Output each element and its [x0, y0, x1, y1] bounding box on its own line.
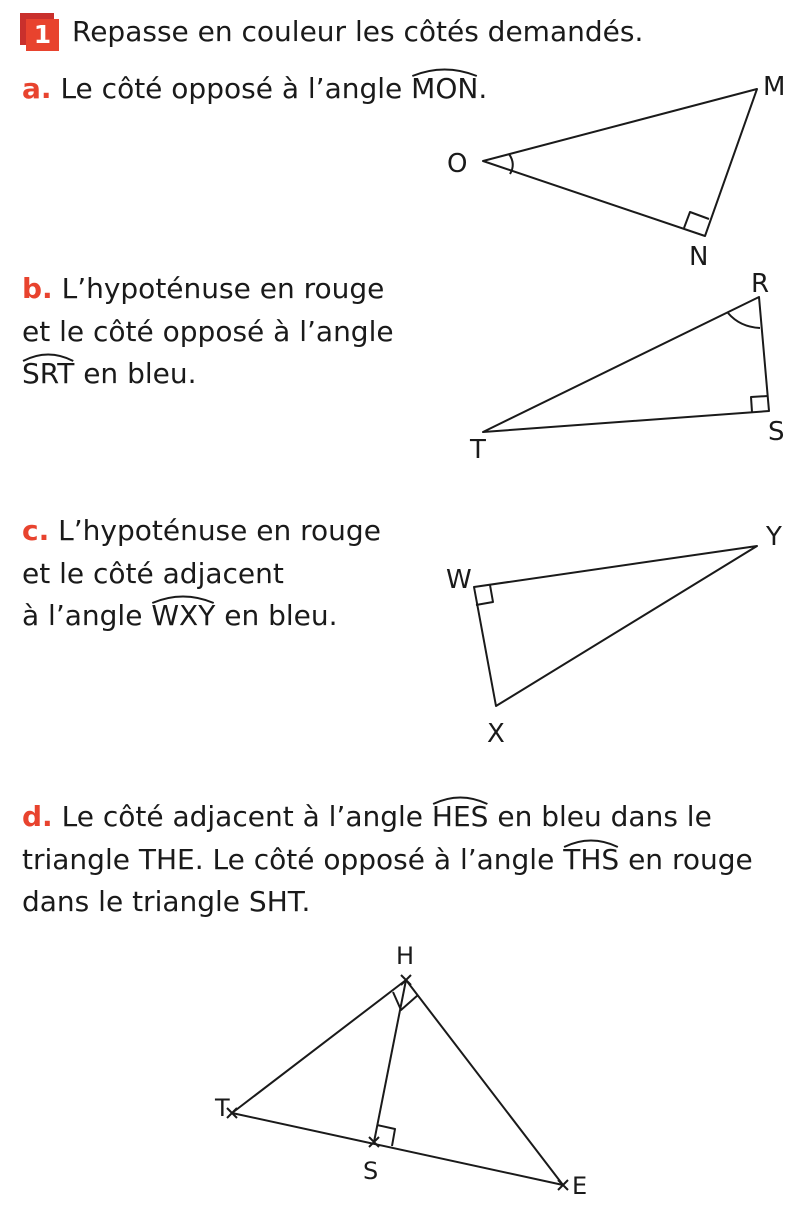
triangle-the	[227, 975, 568, 1190]
item-b-angle-name: SRT	[22, 357, 75, 390]
item-c-text-after: en bleu.	[224, 599, 338, 632]
point-label-x: X	[487, 719, 505, 749]
segment-hs	[374, 980, 406, 1142]
item-d-line-3: dans le triangle SHT.	[22, 885, 311, 918]
item-b-line1-text: L’hypoténuse en rouge	[61, 272, 385, 305]
point-label-h-d: H	[396, 942, 415, 970]
item-a-angle-name: MON	[411, 72, 479, 105]
item-d-line1-after: en bleu dans le	[497, 800, 712, 833]
right-angle-s-marker	[751, 396, 768, 412]
item-d-line2-before: triangle THE. Le côté opposé à l’angle	[22, 842, 555, 876]
right-angle-w-marker	[476, 585, 493, 605]
item-d-line2-after: en rouge	[628, 842, 753, 876]
triangle-mon	[483, 89, 757, 236]
item-d-angle-2-name: THS	[563, 842, 620, 876]
item-c-line3-before: à l’angle	[22, 599, 143, 632]
item-a-label: a.	[22, 72, 52, 105]
item-b-text-after: en bleu.	[83, 357, 197, 390]
triangle-rst	[483, 297, 769, 432]
point-label-t: T	[470, 435, 486, 465]
item-c-line1-text: L’hypoténuse en rouge	[58, 514, 381, 547]
right-angle-n-marker	[684, 212, 709, 228]
exercise-number: 1	[26, 19, 59, 51]
item-d-line1-before: Le côté adjacent à l’angle	[61, 800, 423, 833]
item-a-text-after: .	[478, 72, 488, 105]
point-label-n: N	[689, 242, 709, 272]
point-label-t-d: T	[215, 1094, 230, 1122]
item-a-text-before: Le côté opposé à l’angle	[60, 72, 403, 105]
point-label-e-d: E	[572, 1172, 588, 1200]
point-label-m: M	[763, 72, 786, 102]
item-c-angle-name: WXY	[151, 599, 216, 632]
item-d-angle-1-name: HES	[431, 800, 489, 833]
triangle-wxy	[474, 546, 757, 706]
right-angle-s-marker-d	[377, 1125, 395, 1146]
item-b-label: b.	[22, 272, 53, 305]
item-d-label: d.	[22, 800, 53, 833]
triangle-the-outline	[232, 980, 563, 1185]
point-label-w: W	[446, 565, 472, 595]
exercise-instruction: Repasse en couleur les côtés demandés.	[72, 15, 644, 48]
point-label-y: Y	[766, 522, 782, 552]
point-label-s-d: S	[363, 1157, 379, 1185]
point-label-r: R	[751, 269, 770, 299]
angle-r-arc	[728, 313, 760, 328]
right-angle-h-marker	[393, 992, 418, 1010]
triangle-mon-outline	[483, 89, 757, 236]
item-c-label: c.	[22, 514, 50, 547]
point-label-s: S	[768, 417, 785, 447]
item-c-line-2: et le côté adjacent	[22, 556, 284, 590]
point-label-o: O	[447, 149, 468, 179]
item-b-line-2: et le côté opposé à l’angle	[22, 314, 394, 348]
triangle-rst-outline	[483, 297, 769, 432]
triangle-wxy-outline	[474, 546, 757, 706]
